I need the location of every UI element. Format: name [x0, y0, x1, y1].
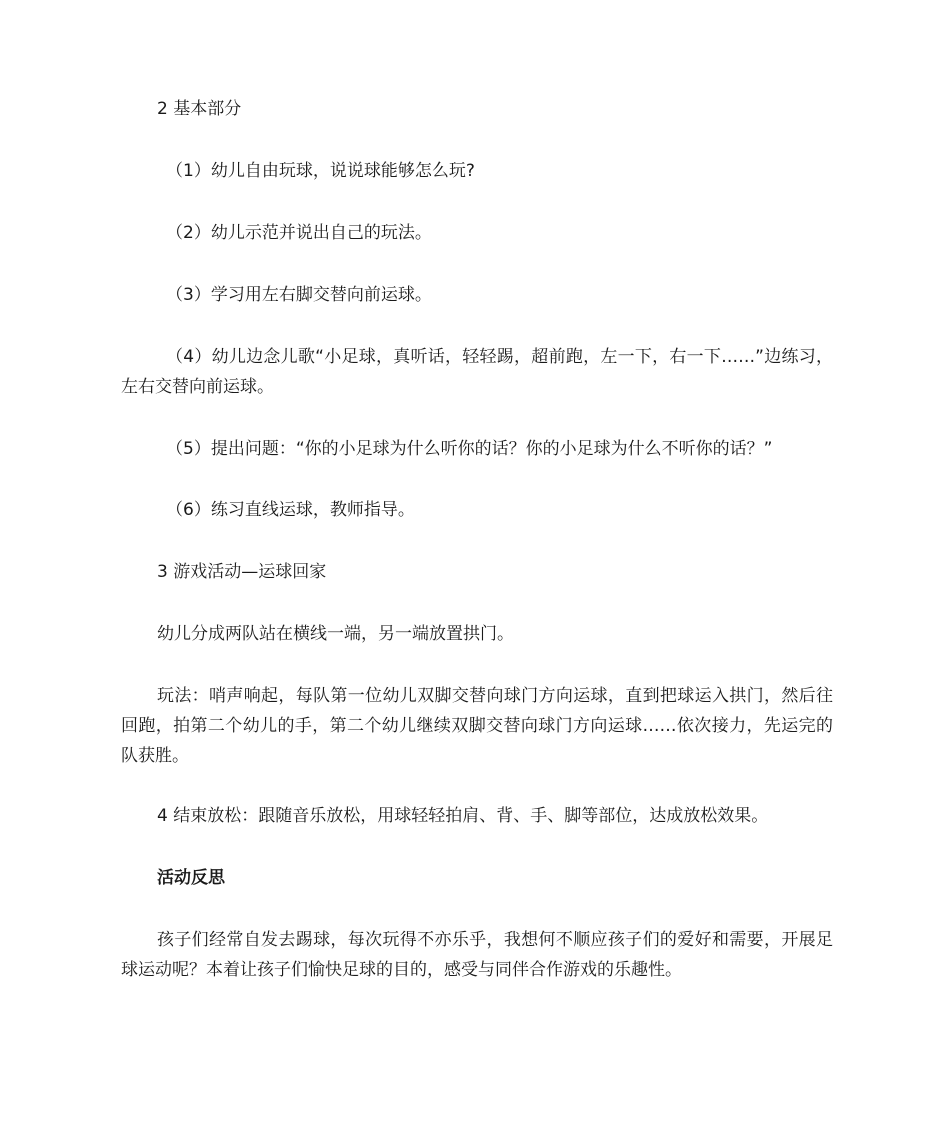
paragraph-game-rules: 玩法：哨声响起，每队第一位幼儿双脚交替向球门方向运球，直到把球运入拱门，然后往回跑，拍第二个幼儿的手，第二个幼儿继续双脚交替向球门方向运球……依次接力，先运完的队获胜。 — [121, 686, 833, 766]
section-heading-game: 3 游戏活动—运球回家 — [157, 562, 327, 582]
paragraph-step-5: （5）提出问题：“你的小足球为什么听你的话？你的小足球为什么不听你的话？” — [166, 439, 773, 459]
section-heading-reflection: 活动反思 — [157, 868, 225, 888]
section-heading-cooldown: 4 结束放松：跟随音乐放松，用球轻轻拍肩、背、手、脚等部位，达成放松效果。 — [157, 806, 769, 826]
paragraph-step-2: （2）幼儿示范并说出自己的玩法。 — [166, 223, 432, 243]
paragraph-step-4: （4）幼儿边念儿歌“小足球，真听话，轻轻踢，超前跑，左一下，右一下……”边练习，左右交替向前运球。 — [121, 347, 833, 397]
paragraph-reflection: 孩子们经常自发去踢球，每次玩得不亦乐乎，我想何不顺应孩子们的爱好和需要，开展足球运动呢？本着让孩子们愉快足球的目的，感受与同伴合作游戏的乐趣性。 — [121, 930, 833, 980]
paragraph-step-6: （6）练习直线运球，教师指导。 — [166, 500, 415, 520]
section-heading-basic: 2 基本部分 — [157, 99, 242, 119]
paragraph-step-1: （1）幼儿自由玩球，说说球能够怎么玩? — [166, 161, 475, 181]
paragraph-step-3: （3）学习用左右脚交替向前运球。 — [166, 285, 432, 305]
paragraph-game-setup: 幼儿分成两队站在横线一端，另一端放置拱门。 — [157, 624, 514, 644]
